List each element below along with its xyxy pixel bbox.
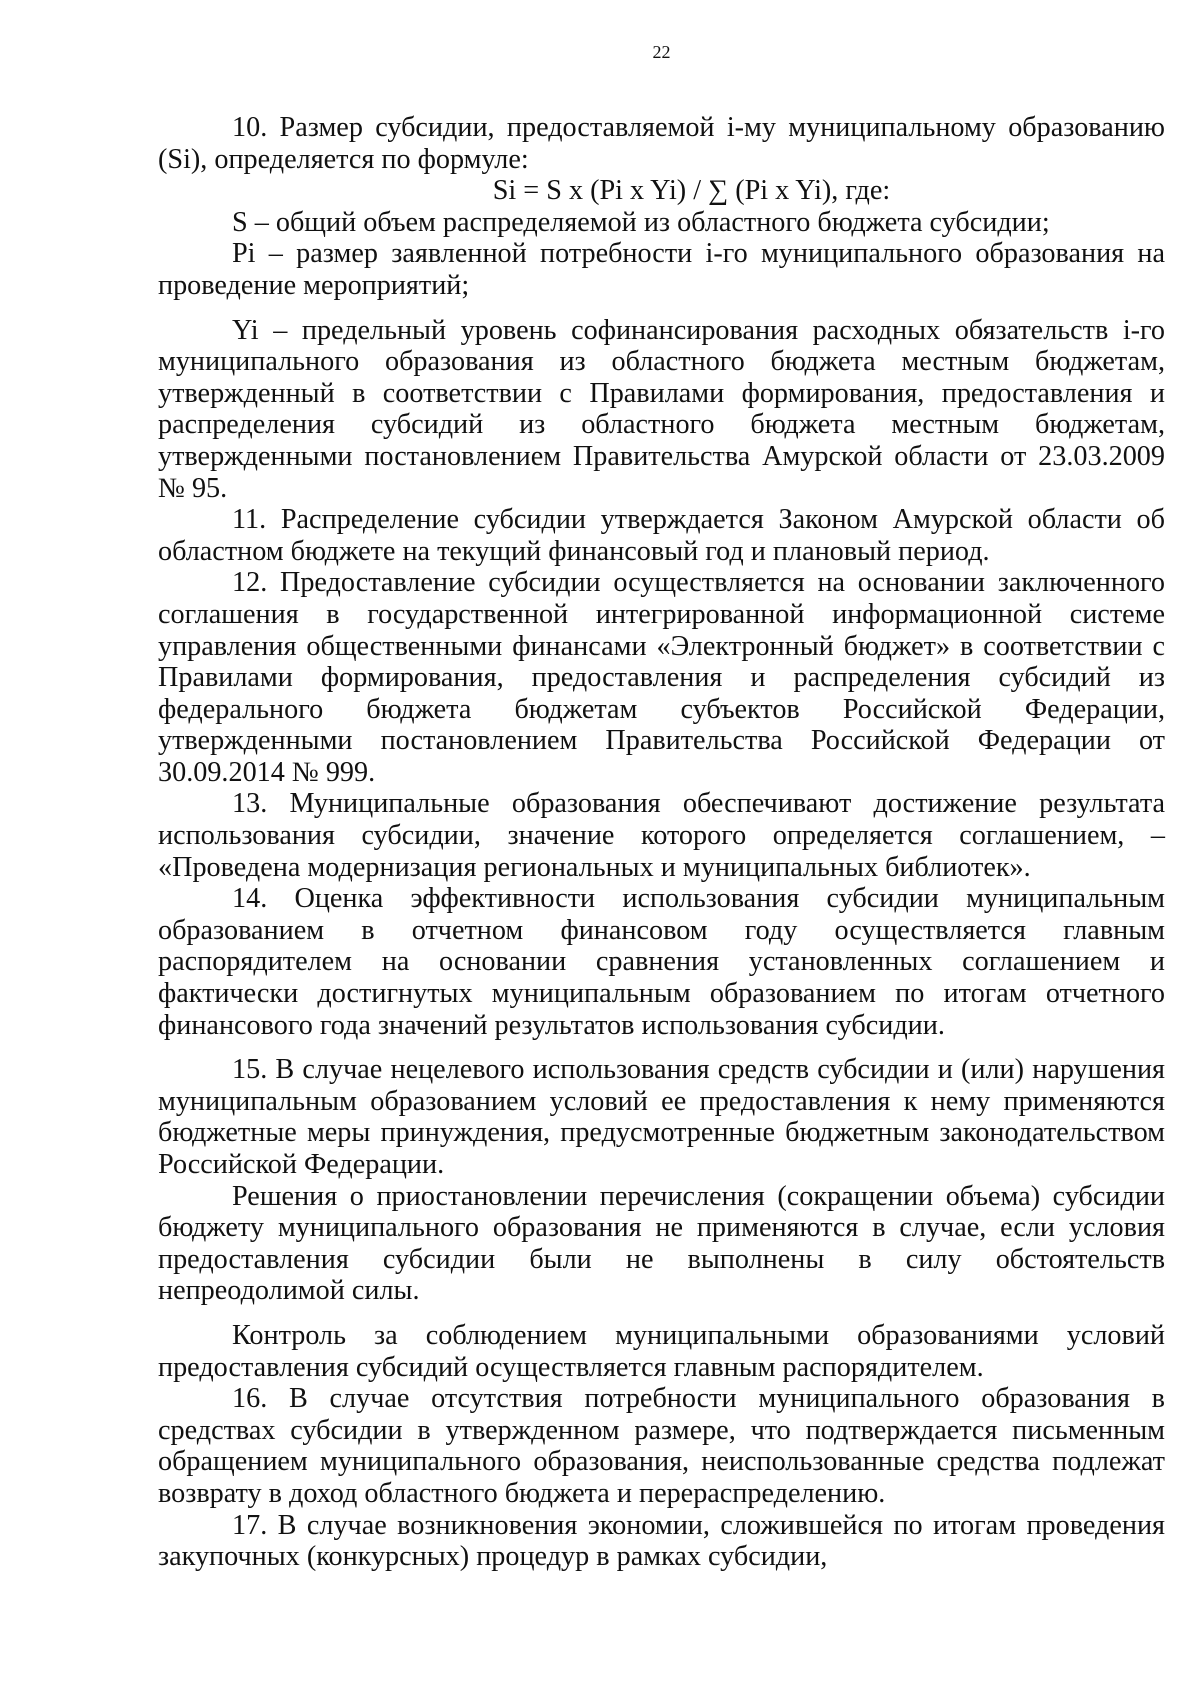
definition-s: S – общий объем распределяемой из областного бюджета субсидии; xyxy=(232,206,1050,238)
paragraph-15-decisions: Решения о приостановлении перечисления (сокращении объема) субсидии бюджету муниципального образования не применяются в случае, если условия предоставления субсидии были не выполнены в силу обстоятельств непреодолимой силы. xyxy=(158,1180,1165,1307)
paragraph-15: 15. В случае нецелевого использования средств субсидии и (или) нарушения муниципальным образованием условий ее предоставления к нему применяются бюджетные меры принуждения, предусмотренные бюджетным законодательством Российской Федерации. xyxy=(158,1054,1165,1180)
subsidy-formula: Si = S x (Pi x Yi) / ∑ (Pi x Yi), где: xyxy=(492,175,891,207)
paragraph-13: 13. Муниципальные образования обеспечивают достижение результата использования субсидии, значение которого определяется соглашением, – «Проведена модернизация региональных и муниципальных библиотек». xyxy=(158,788,1165,883)
document-page xyxy=(158,40,1165,1573)
definition-pi: Pi – размер заявленной потребности i-го муниципального образования на проведение мероприятий; xyxy=(158,238,1165,301)
paragraph-16: 16. В случае отсутствия потребности муниципального образования в средствах субсидии в утвержденном размере, что подтверждается письменным обращением муниципального образования, неиспользованные средства подлежат возврату в доход областного бюджета и перераспределению. xyxy=(158,1383,1165,1509)
definition-yi: Yi – предельный уровень софинансирования расходных обязательств i-го муниципального образования из областного бюджета местным бюджетам, утвержденный в соответствии с Правилами формирования, предоставления и распределения субсидий из областного бюджета местным бюджетам, утвержденными постановлением Правительства Амурской области от 23.03.2009 № 95. xyxy=(158,314,1165,504)
paragraph-14: 14. Оценка эффективности использования субсидии муниципальным образованием в отчетном финансовом году осуществляется главным распорядителем на основании сравнения установленных соглашением и фактически достигнутых муниципальным образованием по итогам отчетного финансового года значений результатов использования субсидии. xyxy=(158,883,1165,1041)
page-number: 22 xyxy=(652,42,671,62)
paragraph-17: 17. В случае возникновения экономии, сложившейся по итогам проведения закупочных (конкурсных) процедур в рамках субсидии, xyxy=(158,1509,1165,1573)
paragraph-11: 11. Распределение субсидии утверждается Законом Амурской области об областном бюджете на текущий финансовый год и плановый период. xyxy=(158,504,1165,567)
paragraph-12: 12. Предоставление субсидии осуществляется на основании заключенного соглашения в государственной интегрированной информационной системе управления общественными финансами «Электронный бюджет» в соответствии с Правилами формирования, предоставления и распределения субсидий из федерального бюджета бюджетам субъектов Российской Федерации, утвержденными постановлением Правительства Российской Федерации от 30.09.2014 № 999. xyxy=(158,567,1165,788)
paragraph-15-control: Контроль за соблюдением муниципальными образованиями условий предоставления субсидий осуществляется главным распорядителем. xyxy=(158,1319,1165,1383)
paragraph-10-intro: 10. Размер субсидии, предоставляемой i-му муниципальному образованию (Si), определяется по формуле: xyxy=(158,112,1165,175)
